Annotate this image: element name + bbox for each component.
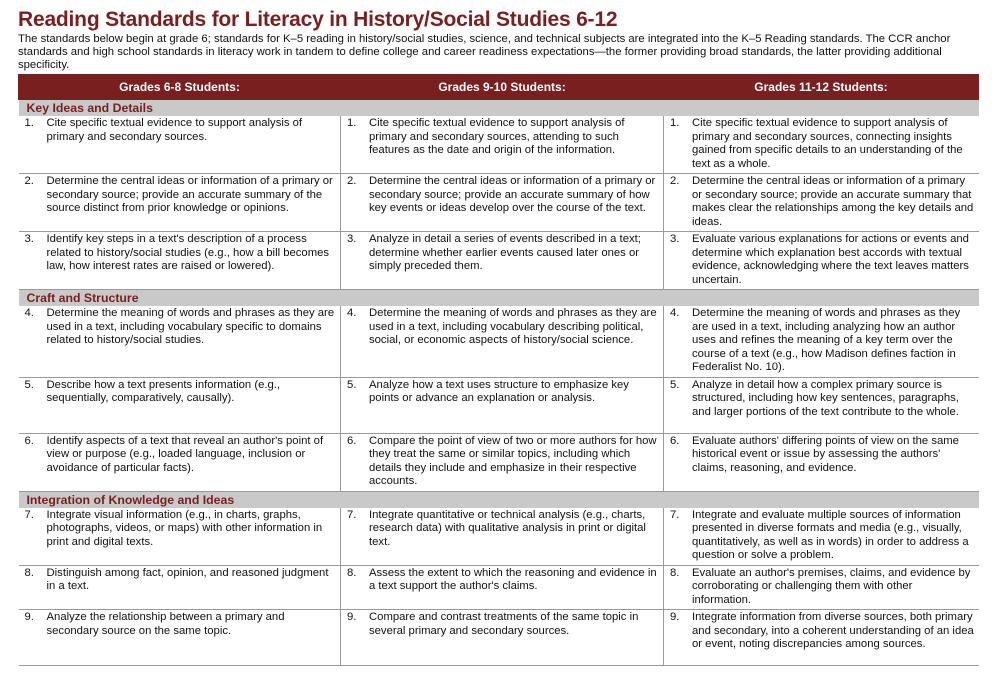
section-title: Craft and Structure [19,290,979,307]
standard-text: Analyze in detail how a complex primary source is structured, including how key sentences, paragraphs, and larger portions of the text contribute to the whole. [692,378,959,418]
standard-number: 6. [24,434,34,447]
standard-number: 2. [670,175,680,188]
standard-number: 8. [670,566,680,579]
standard-number: 2. [347,175,357,188]
table-cell [664,610,979,666]
table-cell [19,232,341,290]
standard-number: 4. [24,307,34,320]
column-header-grades-6-8: Grades 6-8 Students: [19,75,341,100]
standard-text: Determine the meaning of words and phrases as they are used in a text, including vocabulary specific to domains related to history/social studies. [46,307,335,347]
standard-text: Compare and contrast treatments of the same topic in several primary and secondary sources. [369,611,639,637]
standard-text: Evaluate various explanations for actions or events and determine which explanation best accords with textual evidence, acknowledging where the text leaves matters uncertain. [692,233,969,286]
table-row [19,306,979,377]
standard-number: 9. [347,611,357,624]
standard-number: 7. [347,508,357,521]
standard-number: 6. [347,434,357,447]
standard-number: 8. [347,566,357,579]
standard-text: Compare the point of view of two or more authors for how they treat the same or similar topics, including which details they include and emphasize in their respective accounts. [369,434,657,488]
page-title: Reading Standards for Literacy in History/Social Studies 6-12 [18,8,618,31]
table-cell [664,306,979,377]
standard-number: 1. [347,117,357,130]
standard-text: Identify aspects of a text that reveal an author's point of view or purpose (e.g., loaded language, inclusion or avoidance of particular facts). [46,434,324,474]
table-row [19,232,979,290]
column-header-grades-9-10: Grades 9-10 Students: [341,75,664,100]
table-cell [664,377,979,433]
section-title: Key Ideas and Details [19,100,979,117]
standard-text: Identify key steps in a text's description of a process related to history/social studies (e.g., how a bill becomes law, how interest rates are raised or lowered). [46,233,330,273]
standard-text: Analyze how a text uses structure to emphasize key points or advance an explanation or analysis. [369,378,629,405]
table-cell [341,306,664,377]
table-cell [341,610,664,666]
table-cell [341,116,664,174]
standard-number: 4. [347,307,357,320]
standard-number: 3. [24,233,34,246]
standard-number: 5. [24,378,34,391]
table-cell [19,565,341,610]
standard-number: 9. [24,611,34,624]
table-cell [341,508,664,566]
standard-text: Determine the meaning of words and phrases as they are used in a text, including analyzing how an author uses and refines the meaning of a key term over the course of a text (e.g., how Madison defines faction in Federalist No. 10). [692,307,961,374]
document-page [18,8,978,666]
standard-text: Integrate information from diverse sources, both primary and secondary, into a coherent understanding of an idea or event, noting discrepancies among sources. [692,611,974,651]
section-row [19,491,979,508]
standard-text: Determine the central ideas or information of a primary or secondary source; provide an accurate summary that makes clear the relationships among the key details and ideas. [692,175,974,228]
table-cell [664,232,979,290]
standard-number: 7. [24,508,34,521]
section-title: Integration of Knowledge and Ideas [19,491,979,508]
standard-text: Describe how a text presents information (e.g., sequentially, comparatively, causally). [46,378,281,405]
standard-number: 6. [670,434,680,447]
table-cell [19,306,341,377]
standard-text: Assess the extent to which the reasoning and evidence in a text support the author's claims. [369,566,657,593]
standard-text: Integrate visual information (e.g., in charts, graphs, photographs, videos, or maps) with other information in print and digital texts. [46,508,323,548]
table-cell [341,377,664,433]
table-row [19,610,979,666]
table-cell [19,610,341,666]
standard-text: Cite specific textual evidence to support analysis of primary and secondary sources. [46,117,303,143]
table-row [19,508,979,566]
table-row [19,433,979,491]
standard-number: 1. [24,117,34,130]
table-cell [19,508,341,566]
table-cell [19,174,341,232]
section-row [19,100,979,117]
standard-text: Determine the central ideas or information of a primary or secondary source; provide an accurate summary of how key events or ideas develop over the course of the text. [369,175,656,215]
standard-number: 7. [670,508,680,521]
table-row [19,565,979,610]
table-cell [664,508,979,566]
standard-number: 4. [670,307,680,320]
standard-text: Determine the central ideas or information of a primary or secondary source; provide an accurate summary of the source distinct from prior knowledge or opinions. [46,175,333,215]
standard-text: Integrate quantitative or technical analysis (e.g., charts, research data) with qualitative analysis in print or digital text. [369,508,646,548]
table-cell [664,174,979,232]
standard-number: 3. [670,233,680,246]
table-row [19,377,979,433]
standard-number: 5. [347,378,357,391]
table-cell [341,565,664,610]
standard-text: Determine the meaning of words and phrases as they are used in a text, including vocabulary describing political, social, or economic aspects of history/social science. [369,307,657,347]
standard-text: Distinguish among fact, opinion, and reasoned judgment in a text. [46,566,329,593]
table-cell [19,377,341,433]
standard-number: 3. [347,233,357,246]
standards-table [18,74,979,666]
table-row [19,116,979,174]
standard-number: 5. [670,378,680,391]
column-header-grades-11-12: Grades 11-12 Students: [664,75,979,100]
header-row [19,75,979,100]
intro-paragraph: The standards below begin at grade 6; standards for K–5 reading in history/social studies, science, and technical subjects are integrated into the K–5 Reading standards. The CCR anchor standards and high school standards in literacy work in tandem to define college and career readiness expectations—the former providing broad standards, the latter providing additional specificity. [18,33,951,71]
table-cell [341,232,664,290]
standard-number: 2. [24,175,34,188]
standard-text: Evaluate an author's premises, claims, and evidence by corroborating or challenging them with other information. [692,566,971,606]
table-cell [664,433,979,491]
standard-text: Cite specific textual evidence to support analysis of primary and secondary sources, connecting insights gained from specific details to an understanding of the text as a whole. [692,117,963,170]
table-cell [664,116,979,174]
standard-text: Cite specific textual evidence to support analysis of primary and secondary sources, attending to such features as the date and origin of the information. [369,117,625,157]
standard-number: 1. [670,117,680,130]
standard-text: Analyze the relationship between a primary and secondary source on the same topic. [46,611,285,637]
table-cell [341,174,664,232]
table-row [19,174,979,232]
standard-text: Integrate and evaluate multiple sources of information presented in diverse formats and media (e.g., visually, quantitatively, as well as in words) in order to address a question or solve a problem. [692,508,969,562]
table-cell [19,433,341,491]
table-cell [19,116,341,174]
standard-text: Analyze in detail a series of events described in a text; determine whether earlier events caused later ones or simply preceded them. [369,233,641,273]
standard-number: 8. [24,566,34,579]
standard-text: Evaluate authors' differing points of view on the same historical event or issue by assessing the authors' claims, reasoning, and evidence. [692,434,959,474]
table-cell [341,433,664,491]
table-cell [664,565,979,610]
section-row [19,290,979,307]
standard-number: 9. [670,611,680,624]
